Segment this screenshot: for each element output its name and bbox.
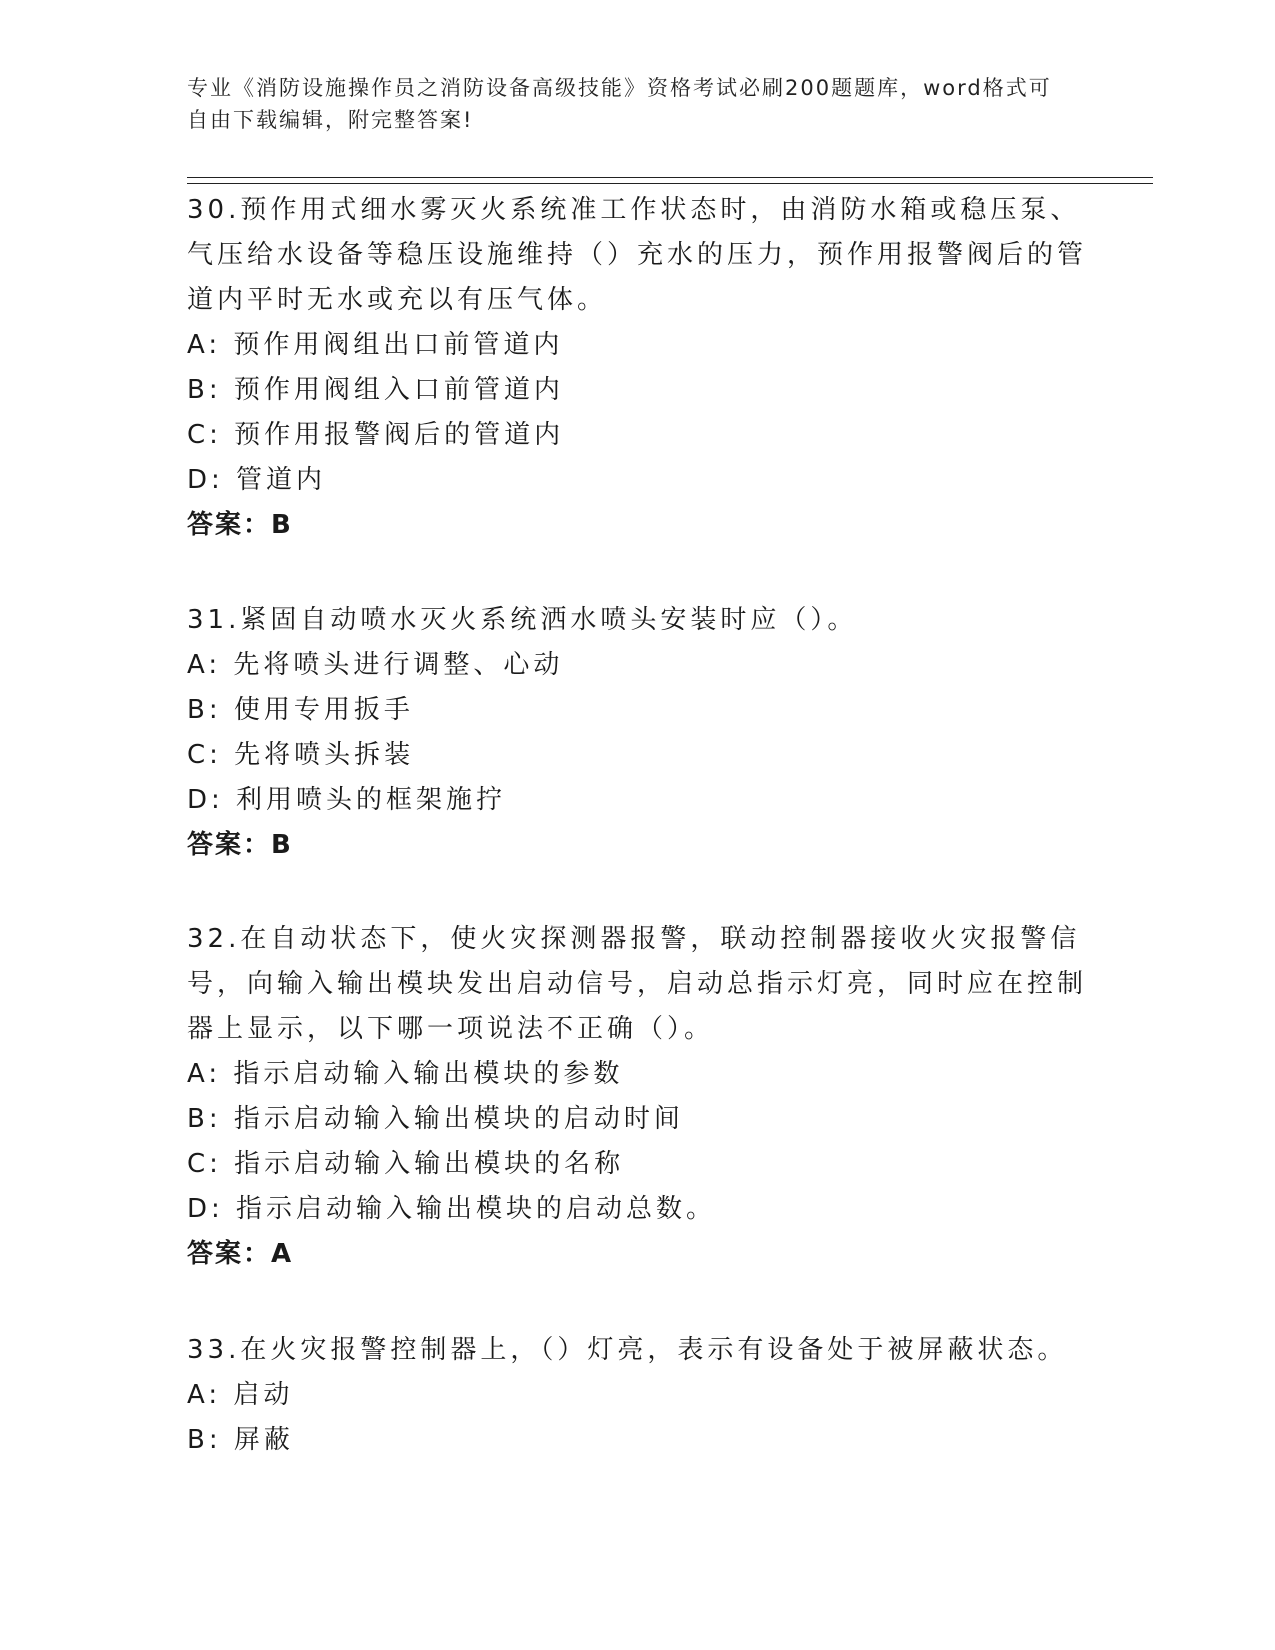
option-d: D: 利用喷头的框架施拧 bbox=[187, 785, 507, 815]
question-31 bbox=[187, 598, 1087, 868]
question-stem: 32.在自动状态下，使火灾探测器报警，联动控制器接收火灾报警信号，向输入输出模块发出启动信号，启动总指示灯亮，同时应在控制器上显示，以下哪一项说法不正确（）。 bbox=[187, 924, 1088, 1044]
option-b: B: 指示启动输入输出模块的启动时间 bbox=[187, 1104, 684, 1134]
option-c: C: 预作用报警阀后的管道内 bbox=[187, 420, 565, 450]
answer: 答案：B bbox=[187, 510, 293, 540]
option-b: B: 使用专用扳手 bbox=[187, 695, 414, 725]
question-30 bbox=[187, 188, 1087, 548]
header-divider-top bbox=[187, 177, 1153, 178]
header-divider-bottom bbox=[187, 183, 1153, 184]
option-d: D: 指示启动输入输出模块的启动总数。 bbox=[187, 1194, 717, 1224]
document-header: 专业《消防设施操作员之消防设备高级技能》资格考试必刷200题题库，word格式可自由下载编辑，附完整答案! bbox=[187, 76, 1052, 132]
option-a: A: 预作用阀组出口前管道内 bbox=[187, 330, 564, 360]
question-32 bbox=[187, 917, 1087, 1277]
option-a: A: 启动 bbox=[187, 1380, 294, 1410]
question-stem: 31.紧固自动喷水灭火系统洒水喷头安装时应（）。 bbox=[187, 605, 858, 635]
option-b: B: 屏蔽 bbox=[187, 1425, 294, 1455]
option-d: D: 管道内 bbox=[187, 465, 327, 495]
option-c: C: 指示启动输入输出模块的名称 bbox=[187, 1149, 625, 1179]
option-a: A: 指示启动输入输出模块的参数 bbox=[187, 1059, 624, 1089]
question-stem: 30.预作用式细水雾灭火系统准工作状态时，由消防水箱或稳压泵、气压给水设备等稳压设施维持（）充水的压力，预作用报警阀后的管道内平时无水或充以有压气体。 bbox=[187, 195, 1088, 315]
option-b: B: 预作用阀组入口前管道内 bbox=[187, 375, 564, 405]
answer: 答案：B bbox=[187, 830, 293, 860]
question-stem: 33.在火灾报警控制器上，（）灯亮，表示有设备处于被屏蔽状态。 bbox=[187, 1335, 1068, 1365]
option-c: C: 先将喷头拆装 bbox=[187, 740, 415, 770]
option-a: A: 先将喷头进行调整、心动 bbox=[187, 650, 564, 680]
answer: 答案：A bbox=[187, 1239, 294, 1269]
question-33 bbox=[187, 1328, 1087, 1463]
